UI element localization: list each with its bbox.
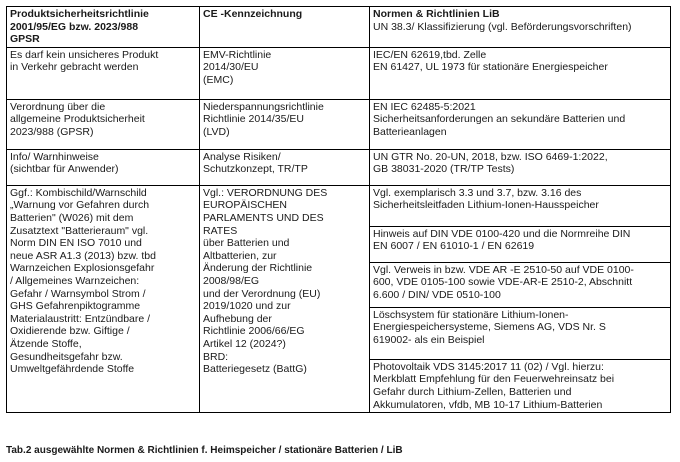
cell-text: 2014/30/EU xyxy=(203,61,259,74)
table-cell xyxy=(370,99,671,149)
cell-text: Hinweis auf DIN VDE 0100-420 und die Normreihe DIN xyxy=(373,227,631,240)
cell-text: BRD: xyxy=(203,350,229,363)
reference-segment xyxy=(370,262,670,307)
table-cell xyxy=(7,99,200,149)
cell-text: Gefahr durch Lithium-Zellen, Batterien und xyxy=(373,385,572,398)
table-cell xyxy=(200,99,370,149)
cell-text: Merkblatt Empfehlung für den Feuerwehreinsatz bei xyxy=(373,373,615,386)
cell-text: Änderung der Richtlinie xyxy=(203,262,313,275)
cell-text: Warnzeichen Explosionsgefahr xyxy=(10,262,155,275)
cell-text: UN GTR No. 20-UN, 2018, bzw. ISO 6469-1:2022, xyxy=(373,150,608,163)
table-cell xyxy=(200,149,370,185)
cell-text: Info/ Warnhinweise xyxy=(10,150,99,163)
header-norms-lib xyxy=(370,7,671,48)
cell-text: über Batterien und xyxy=(203,237,290,250)
cell-text: Vgl. Verweis in bzw. VDE AR -E 2510-50 auf VDE 0100- xyxy=(373,263,634,276)
cell-text: Energiespeichersysteme, Siemens AG, VDS Nr. S xyxy=(373,321,606,334)
cell-text: Materialaustritt: Entzündbare / xyxy=(10,312,151,325)
table-cell-warnings xyxy=(7,185,200,412)
reference-segment xyxy=(370,187,670,226)
reference-segment xyxy=(370,226,670,262)
cell-text: RATES xyxy=(203,224,238,237)
cell-text: Es darf kein unsicheres Produkt xyxy=(10,48,159,61)
table-row xyxy=(7,149,671,185)
cell-text: GB 38031-2020 (TR/TP Tests) xyxy=(373,163,515,176)
header-product-safety xyxy=(7,7,200,48)
table-cell-regulation xyxy=(200,185,370,412)
cell-text: Niederspannungsrichtlinie xyxy=(203,100,324,113)
cell-text: 2019/1020 und zur xyxy=(203,300,291,313)
reference-segment xyxy=(370,359,670,411)
cell-text: Gesundheitsgefahr bzw. xyxy=(10,350,123,363)
table-cell xyxy=(370,149,671,185)
cell-text: Richtlinie 2014/35/EU xyxy=(203,113,304,126)
cell-text: Altbatterien, zur xyxy=(203,249,277,262)
cell-text: Ggf.: Kombischild/Warnschild xyxy=(10,186,147,199)
cell-text: Sicherheitsanforderungen an sekundäre Batterien und xyxy=(373,113,626,126)
cell-text: Norm DIN EN ISO 7010 und xyxy=(10,237,142,250)
cell-text: Vgl. exemplarisch 3.3 und 3.7, bzw. 3.16 des xyxy=(373,186,582,199)
table-row xyxy=(7,185,671,412)
table-cell xyxy=(200,47,370,99)
cell-text: (LVD) xyxy=(203,125,230,138)
cell-text: EN IEC 62485-5:2021 xyxy=(373,100,476,113)
table-header-row xyxy=(7,7,671,48)
header-text: CE -Kennzeichnung xyxy=(203,8,303,20)
cell-text: 2023/988 (GPSR) xyxy=(10,125,94,138)
cell-text: 6.600 / DIN/ VDE 0510-100 xyxy=(373,288,501,301)
reference-segment xyxy=(370,307,670,359)
cell-text: GHS Gefahrenpiktogramme xyxy=(10,300,141,313)
cell-text: Photovoltaik VDS 3145:2017 11 (02) / Vgl. hierzu: xyxy=(373,360,604,373)
cell-text: Löschsystem für stationäre Lithium-Ionen- xyxy=(373,308,569,321)
cell-text: Oxidierende bzw. Giftige / xyxy=(10,325,130,338)
cell-text: EUROPÄISCHEN xyxy=(203,199,288,212)
cell-text: Richtlinie 2006/66/EG xyxy=(203,325,305,338)
cell-text: (sichtbar für Anwender) xyxy=(10,163,119,176)
cell-text: Analyse Risiken/ xyxy=(203,150,281,163)
header-text: 2001/95/EG bzw. 2023/988 xyxy=(10,20,139,33)
header-text: Normen & Richtlinien LiB xyxy=(373,8,500,20)
cell-text: EN 61427, UL 1973 für stationäre Energiespeicher xyxy=(373,61,608,74)
cell-text: Batterieanlagen xyxy=(373,125,447,138)
cell-text: IEC/EN 62619,tbd. Zelle xyxy=(373,48,487,61)
header-subtext: UN 38.3/ Klassifizierung (vgl. Beförderungsvorschriften) xyxy=(373,20,632,33)
cell-text: 619002- als ein Beispiel xyxy=(373,333,485,346)
cell-text: Batteriegesetz (BattG) xyxy=(203,363,307,376)
header-text: GPSR xyxy=(10,33,40,46)
cell-text: Gefahr / Warnsymbol Strom / xyxy=(10,287,146,300)
cell-text: neue ASR A1.3 (2013) bzw. tbd xyxy=(10,249,156,262)
table-cell xyxy=(7,149,200,185)
table-row xyxy=(7,47,671,99)
table-cell xyxy=(370,47,671,99)
cell-text: „Warnung vor Gefahren durch xyxy=(10,199,150,212)
table-caption: Tab.2 ausgewählte Normen & Richtlinien f. Heimspeicher / stationäre Batterien / LiB xyxy=(6,445,403,456)
cell-text: Ätzende Stoffe, xyxy=(10,337,82,350)
table-cell xyxy=(7,47,200,99)
cell-text: Zusatztext "Batterieraum" vgl. xyxy=(10,224,149,237)
cell-text: und der Verordnung (EU) xyxy=(203,287,321,300)
cell-text: Akkumulatoren, vfdb, MB 10-17 Lithium-Batterien xyxy=(373,398,603,411)
table-cell-norm-references xyxy=(370,185,671,412)
cell-text: Sicherheitsleitfaden Lithium-Ionen-Hausspeicher xyxy=(373,199,599,212)
cell-text: Artikel 12 (2024?) xyxy=(203,337,286,350)
cell-text: / Allgemeines Warnzeichen: xyxy=(10,274,140,287)
cell-text: Vgl.: VERORDNUNG DES xyxy=(203,186,328,199)
cell-text: Schutzkonzept, TR/TP xyxy=(203,163,308,176)
header-text: Produktsicherheitsrichtlinie xyxy=(10,8,149,20)
cell-text: in Verkehr gebracht werden xyxy=(10,61,139,74)
norms-table-container xyxy=(6,6,670,413)
cell-text: 600, VDE 0105-100 sowie VDE-AR-E 2510-2, Abschnitt xyxy=(373,276,633,289)
cell-text: 2008/98/EG xyxy=(203,274,260,287)
cell-text: EN 6007 / EN 61010-1 / EN 62619 xyxy=(373,240,535,253)
cell-text: EMV-Richtlinie xyxy=(203,48,272,61)
header-ce-marking xyxy=(200,7,370,48)
cell-text: allgemeine Produktsicherheit xyxy=(10,113,145,126)
cell-text: PARLAMENTS UND DES xyxy=(203,211,324,224)
cell-text: Verordnung über die xyxy=(10,100,106,113)
cell-text: Batterien" (W026) mit dem xyxy=(10,211,134,224)
cell-text: Aufhebung der xyxy=(203,312,272,325)
table-row xyxy=(7,99,671,149)
norms-table xyxy=(6,6,671,413)
cell-text: Umweltgefährdende Stoffe xyxy=(10,363,135,376)
cell-text: (EMC) xyxy=(203,73,234,86)
